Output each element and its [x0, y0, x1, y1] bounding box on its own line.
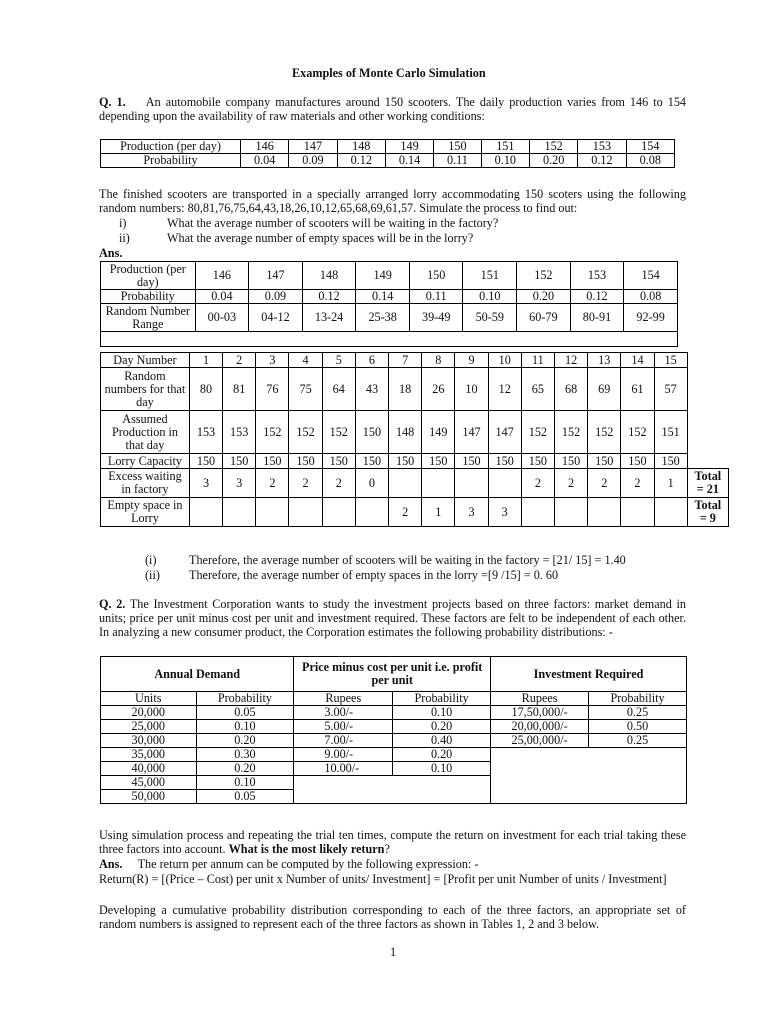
table-cell [256, 498, 289, 527]
q2-answer [99, 857, 478, 871]
table-cell: 146 [241, 140, 289, 154]
table-cell: 20,000 [101, 706, 197, 720]
header-price-minus-cost: Price minus cost per unit i.e. profit per unit [294, 657, 491, 692]
table-cell: 150 [554, 454, 587, 469]
table-cell: 150 [355, 454, 388, 469]
q1-item-2-text: What the average number of empty spaces will be in the lorry? [167, 231, 474, 245]
item-number: ii) [119, 231, 130, 245]
table-cell: 152 [554, 411, 587, 454]
table-cell: 4 [289, 353, 322, 368]
conclusion-1-num: (i) [145, 553, 157, 567]
subheader-cell: Rupees [491, 692, 589, 706]
table-cell: 0.20 [196, 762, 294, 776]
header-annual-demand: Annual Demand [101, 657, 294, 692]
q1-intro-text: An automobile company manufactures around 150 scooters. The daily production varies from 146 to 154 depending upon the availability of raw materials and other working conditions: [99, 95, 687, 123]
table-cell: 10 [455, 368, 488, 411]
table-cell: 68 [554, 368, 587, 411]
table-cell [521, 498, 554, 527]
table-cell: 6 [355, 353, 388, 368]
row-label: Day Number [101, 353, 190, 368]
table-cell: 0.20 [393, 748, 491, 762]
table-cell: 0.30 [196, 748, 294, 762]
table-cell: 151 [654, 411, 687, 454]
table-cell: 0.20 [393, 720, 491, 734]
table-cell: 12 [554, 353, 587, 368]
table-cell: 0.10 [463, 290, 517, 304]
table-cell: 153 [189, 411, 222, 454]
table-cell: 50,000 [101, 790, 197, 804]
q2-intro-text: The Investment Corporation wants to study the investment projects based on three factors: market demand in units; price per unit minus cost per unit and investment required. These factors are felt to be independent of each other. In analyzing a new consumer product, the Corporation estimates the following probability distributions: - [99, 597, 687, 639]
table-cell: 149 [356, 262, 410, 290]
table-cell: 25,000 [101, 720, 197, 734]
table-cell: 5.00/- [294, 720, 393, 734]
table-cell: 154 [626, 140, 674, 154]
table-cell: 3 [455, 498, 488, 527]
q2-para-a [99, 828, 686, 856]
table-cell [355, 498, 388, 527]
table-cell: 0.12 [302, 290, 356, 304]
table-cell: 0.12 [570, 290, 624, 304]
q1-item-1 [119, 216, 126, 230]
table-cell: 57 [654, 368, 687, 411]
q2-ans-text: The return per annum can be computed by the following expression: - [137, 857, 479, 871]
table-cell: 13 [588, 353, 621, 368]
table-cell: 13-24 [302, 304, 356, 332]
empty-cell [687, 353, 728, 368]
table-cell: 35,000 [101, 748, 197, 762]
empty-cell [687, 454, 728, 469]
table-cell: 10.00/- [294, 762, 393, 776]
table-cell: 0.11 [434, 154, 482, 168]
empty-cell [687, 368, 728, 411]
q1-intro [99, 95, 686, 123]
table-cell: 152 [621, 411, 654, 454]
table-cell: 0.05 [196, 706, 294, 720]
table-cell: 2 [289, 469, 322, 498]
table-cell: 0.04 [241, 154, 289, 168]
table-cell: 0.09 [289, 154, 337, 168]
table-row [101, 692, 687, 706]
q2-question-mark: ? [384, 842, 390, 856]
q1-para2: The finished scooters are transported in a specially arranged lorry accommodating 150 scoters using the following random numbers: 80,81,76,75,64,43,18,26,10,12,65,68,69,61,57. Simulate the process to find out: [99, 187, 686, 215]
q2-para-b: Developing a cumulative probability distribution corresponding to each of the three factors, an appropriate set of random numbers is assigned to represent each of the three factors as shown in Tables 1, 2 and 3 below. [99, 903, 686, 931]
table-cell: 65 [521, 368, 554, 411]
table-cell [289, 498, 322, 527]
subheader-cell: Probability [393, 692, 491, 706]
table-cell: 60-79 [517, 304, 571, 332]
table-cell: 0.20 [517, 290, 571, 304]
table-cell: 146 [195, 262, 249, 290]
table-row [101, 706, 687, 720]
table-cell [621, 498, 654, 527]
table-cell: 0.10 [393, 762, 491, 776]
table-cell: 0 [355, 469, 388, 498]
table-cell: 150 [289, 454, 322, 469]
table-cell: 150 [322, 454, 355, 469]
table-cell: 149 [422, 411, 455, 454]
table-cell: 147 [289, 140, 337, 154]
table-cell: 150 [256, 454, 289, 469]
table-cell: 152 [517, 262, 571, 290]
q2-intro [99, 597, 686, 639]
table-cell: 9 [455, 353, 488, 368]
table-cell: 0.20 [529, 154, 577, 168]
table-cell: 2 [521, 469, 554, 498]
table-cell: 150 [223, 454, 256, 469]
q1-item-2 [119, 231, 130, 245]
table-row [101, 290, 678, 304]
table-cell [455, 469, 488, 498]
table-cell: 12 [488, 368, 521, 411]
q1-item-1-text: What the average number of scooters will be waiting in the factory? [167, 216, 499, 230]
table-cell: 152 [588, 411, 621, 454]
table-cell [588, 498, 621, 527]
table-cell: 0.10 [196, 720, 294, 734]
table-cell: 152 [289, 411, 322, 454]
row-label: Random numbers for that day [101, 368, 190, 411]
table-cell [223, 498, 256, 527]
q2-question: What is the most likely return [228, 842, 385, 856]
table-cell: 7.00/- [294, 734, 393, 748]
table-cell: 150 [355, 411, 388, 454]
total-cell: Total = 21 [687, 469, 728, 498]
table-cell: 2 [322, 469, 355, 498]
empty-cell [294, 776, 491, 804]
table-cell: 0.04 [195, 290, 249, 304]
table-cell: 0.10 [393, 706, 491, 720]
table-row [101, 748, 687, 762]
table-cell: 3 [488, 498, 521, 527]
subheader-cell: Rupees [294, 692, 393, 706]
table-cell: 0.08 [624, 290, 678, 304]
table-cell: 30,000 [101, 734, 197, 748]
table-cell: 04-12 [249, 304, 303, 332]
q2-formula: Return(R) = [(Price – Cost) per unit x Number of units/ Investment] = [Profit per unit Number of units / Investment] [99, 872, 667, 886]
table-cell: 0.14 [385, 154, 433, 168]
table-cell: 39-49 [409, 304, 463, 332]
table-cell: 148 [337, 140, 385, 154]
table-cell: 43 [355, 368, 388, 411]
table-cell: 0.20 [196, 734, 294, 748]
table-cell: 2 [389, 498, 422, 527]
table-cell: 0.05 [196, 790, 294, 804]
row-label: Empty space in Lorry [101, 498, 190, 527]
table-cell: 150 [189, 454, 222, 469]
table-cell: 150 [654, 454, 687, 469]
table-cell: 3.00/- [294, 706, 393, 720]
table-cell: 0.09 [249, 290, 303, 304]
table-cell: 15 [654, 353, 687, 368]
table-cell: 0.08 [626, 154, 674, 168]
table-row [101, 154, 675, 168]
table-cell: 150 [521, 454, 554, 469]
table-cell: 150 [389, 454, 422, 469]
day-simulation-table [100, 352, 729, 527]
table-cell: 152 [529, 140, 577, 154]
table-cell: 2 [554, 469, 587, 498]
table-cell: 2 [256, 469, 289, 498]
table-cell [654, 498, 687, 527]
table-cell: 150 [455, 454, 488, 469]
table-cell: 64 [322, 368, 355, 411]
table-cell: 149 [385, 140, 433, 154]
table-cell [554, 498, 587, 527]
table-cell: 151 [481, 140, 529, 154]
row-label: Random Number Range [101, 304, 196, 332]
table-cell: 18 [389, 368, 422, 411]
empty-cell [687, 411, 728, 454]
row-label: Probability [101, 154, 241, 168]
table-cell: 2 [588, 469, 621, 498]
table-cell: 0.25 [589, 706, 687, 720]
item-number: i) [119, 216, 127, 230]
table-cell: 80 [189, 368, 222, 411]
table-cell: 25-38 [356, 304, 410, 332]
investment-table [100, 656, 687, 804]
table-cell: 150 [409, 262, 463, 290]
table-cell: 2 [621, 469, 654, 498]
table-cell: 0.12 [578, 154, 626, 168]
table-cell: 150 [621, 454, 654, 469]
page-title: Examples of Monte Carlo Simulation [292, 66, 486, 80]
table-cell: 1 [422, 498, 455, 527]
table-cell: 0.10 [196, 776, 294, 790]
table-cell: 148 [302, 262, 356, 290]
table-cell: 7 [389, 353, 422, 368]
row-label: Production (per day) [101, 262, 196, 290]
table-cell: 50-59 [463, 304, 517, 332]
table-cell: 80-91 [570, 304, 624, 332]
table-cell: 3 [256, 353, 289, 368]
q1-ans-label: Ans. [99, 246, 123, 260]
table-cell: 147 [455, 411, 488, 454]
table-cell: 20,00,000/- [491, 720, 589, 734]
table-cell [422, 469, 455, 498]
table-row [101, 140, 675, 154]
table-cell: 153 [223, 411, 256, 454]
subheader-cell: Probability [589, 692, 687, 706]
subheader-cell: Units [101, 692, 197, 706]
table-row [101, 734, 687, 748]
table-cell: 61 [621, 368, 654, 411]
table-cell [389, 469, 422, 498]
table-cell: 151 [463, 262, 517, 290]
header-investment-required: Investment Required [491, 657, 687, 692]
table-cell: 0.50 [589, 720, 687, 734]
table-cell: 153 [578, 140, 626, 154]
table-cell: 0.12 [337, 154, 385, 168]
production-probability-table [100, 139, 675, 168]
table-cell: 150 [588, 454, 621, 469]
row-label: Probability [101, 290, 196, 304]
conclusion-2-num: (ii) [145, 568, 160, 582]
q1-label: Q. 1. [99, 95, 126, 109]
q2-label: Q. 2. [99, 597, 126, 611]
table-cell: 152 [322, 411, 355, 454]
table-cell: 150 [422, 454, 455, 469]
table-cell: 0.40 [393, 734, 491, 748]
table-cell: 00-03 [195, 304, 249, 332]
table-cell [189, 498, 222, 527]
table-cell: 152 [521, 411, 554, 454]
conclusion-1-text: Therefore, the average number of scooters will be waiting in the factory = [21/ 15] = 1.40 [189, 553, 626, 567]
table-cell: 2 [223, 353, 256, 368]
table-row [101, 469, 729, 498]
table-cell: 147 [249, 262, 303, 290]
table-row [101, 262, 678, 290]
row-label: Lorry Capacity [101, 454, 190, 469]
table-cell: 26 [422, 368, 455, 411]
table-cell [488, 469, 521, 498]
table-cell: 154 [624, 262, 678, 290]
conclusion-2-text: Therefore, the average number of empty spaces in the lorry =[9 /15] = 0. 60 [189, 568, 559, 582]
table-cell: 0.10 [481, 154, 529, 168]
table-cell: 152 [256, 411, 289, 454]
table-row [101, 498, 729, 527]
table-cell: 25,00,000/- [491, 734, 589, 748]
table-row [101, 368, 729, 411]
table-row [101, 332, 678, 347]
table-cell: 76 [256, 368, 289, 411]
q2-para-a-text: Using simulation process and repeating the trial ten times, compute the return on investment for each trial taking these three factors into account. [99, 828, 686, 856]
table-cell: 148 [389, 411, 422, 454]
empty-cell [491, 748, 687, 804]
table-cell: 1 [654, 469, 687, 498]
table-cell: 81 [223, 368, 256, 411]
table-cell: 3 [223, 469, 256, 498]
table-row [101, 304, 678, 332]
table-cell: 5 [322, 353, 355, 368]
row-label: Excess waiting in factory [101, 469, 190, 498]
table-cell: 3 [189, 469, 222, 498]
row-label: Assumed Production in that day [101, 411, 190, 454]
row-label: Production (per day) [101, 140, 241, 154]
table-cell: 8 [422, 353, 455, 368]
table-cell: 147 [488, 411, 521, 454]
table-cell: 17,50,000/- [491, 706, 589, 720]
table-row [101, 353, 729, 368]
total-cell: Total = 9 [687, 498, 728, 527]
table-cell [322, 498, 355, 527]
table-cell: 0.11 [409, 290, 463, 304]
table-cell: 92-99 [624, 304, 678, 332]
table-cell: 11 [521, 353, 554, 368]
table-cell: 150 [488, 454, 521, 469]
table-cell: 40,000 [101, 762, 197, 776]
table-row [101, 720, 687, 734]
q2-ans-label: Ans. [99, 857, 123, 871]
table-cell: 153 [570, 262, 624, 290]
table-row [101, 411, 729, 454]
table-cell: 0.25 [589, 734, 687, 748]
table-cell: 10 [488, 353, 521, 368]
table-cell: 14 [621, 353, 654, 368]
table-cell: 75 [289, 368, 322, 411]
simulation-table [100, 261, 678, 347]
table-cell: 69 [588, 368, 621, 411]
spacer-cell [101, 332, 678, 347]
table-row [101, 657, 687, 692]
table-cell: 1 [189, 353, 222, 368]
table-row [101, 454, 729, 469]
table-cell: 9.00/- [294, 748, 393, 762]
subheader-cell: Probability [196, 692, 294, 706]
page-number: 1 [390, 945, 397, 959]
table-cell: 45,000 [101, 776, 197, 790]
table-cell: 0.14 [356, 290, 410, 304]
table-cell: 150 [434, 140, 482, 154]
